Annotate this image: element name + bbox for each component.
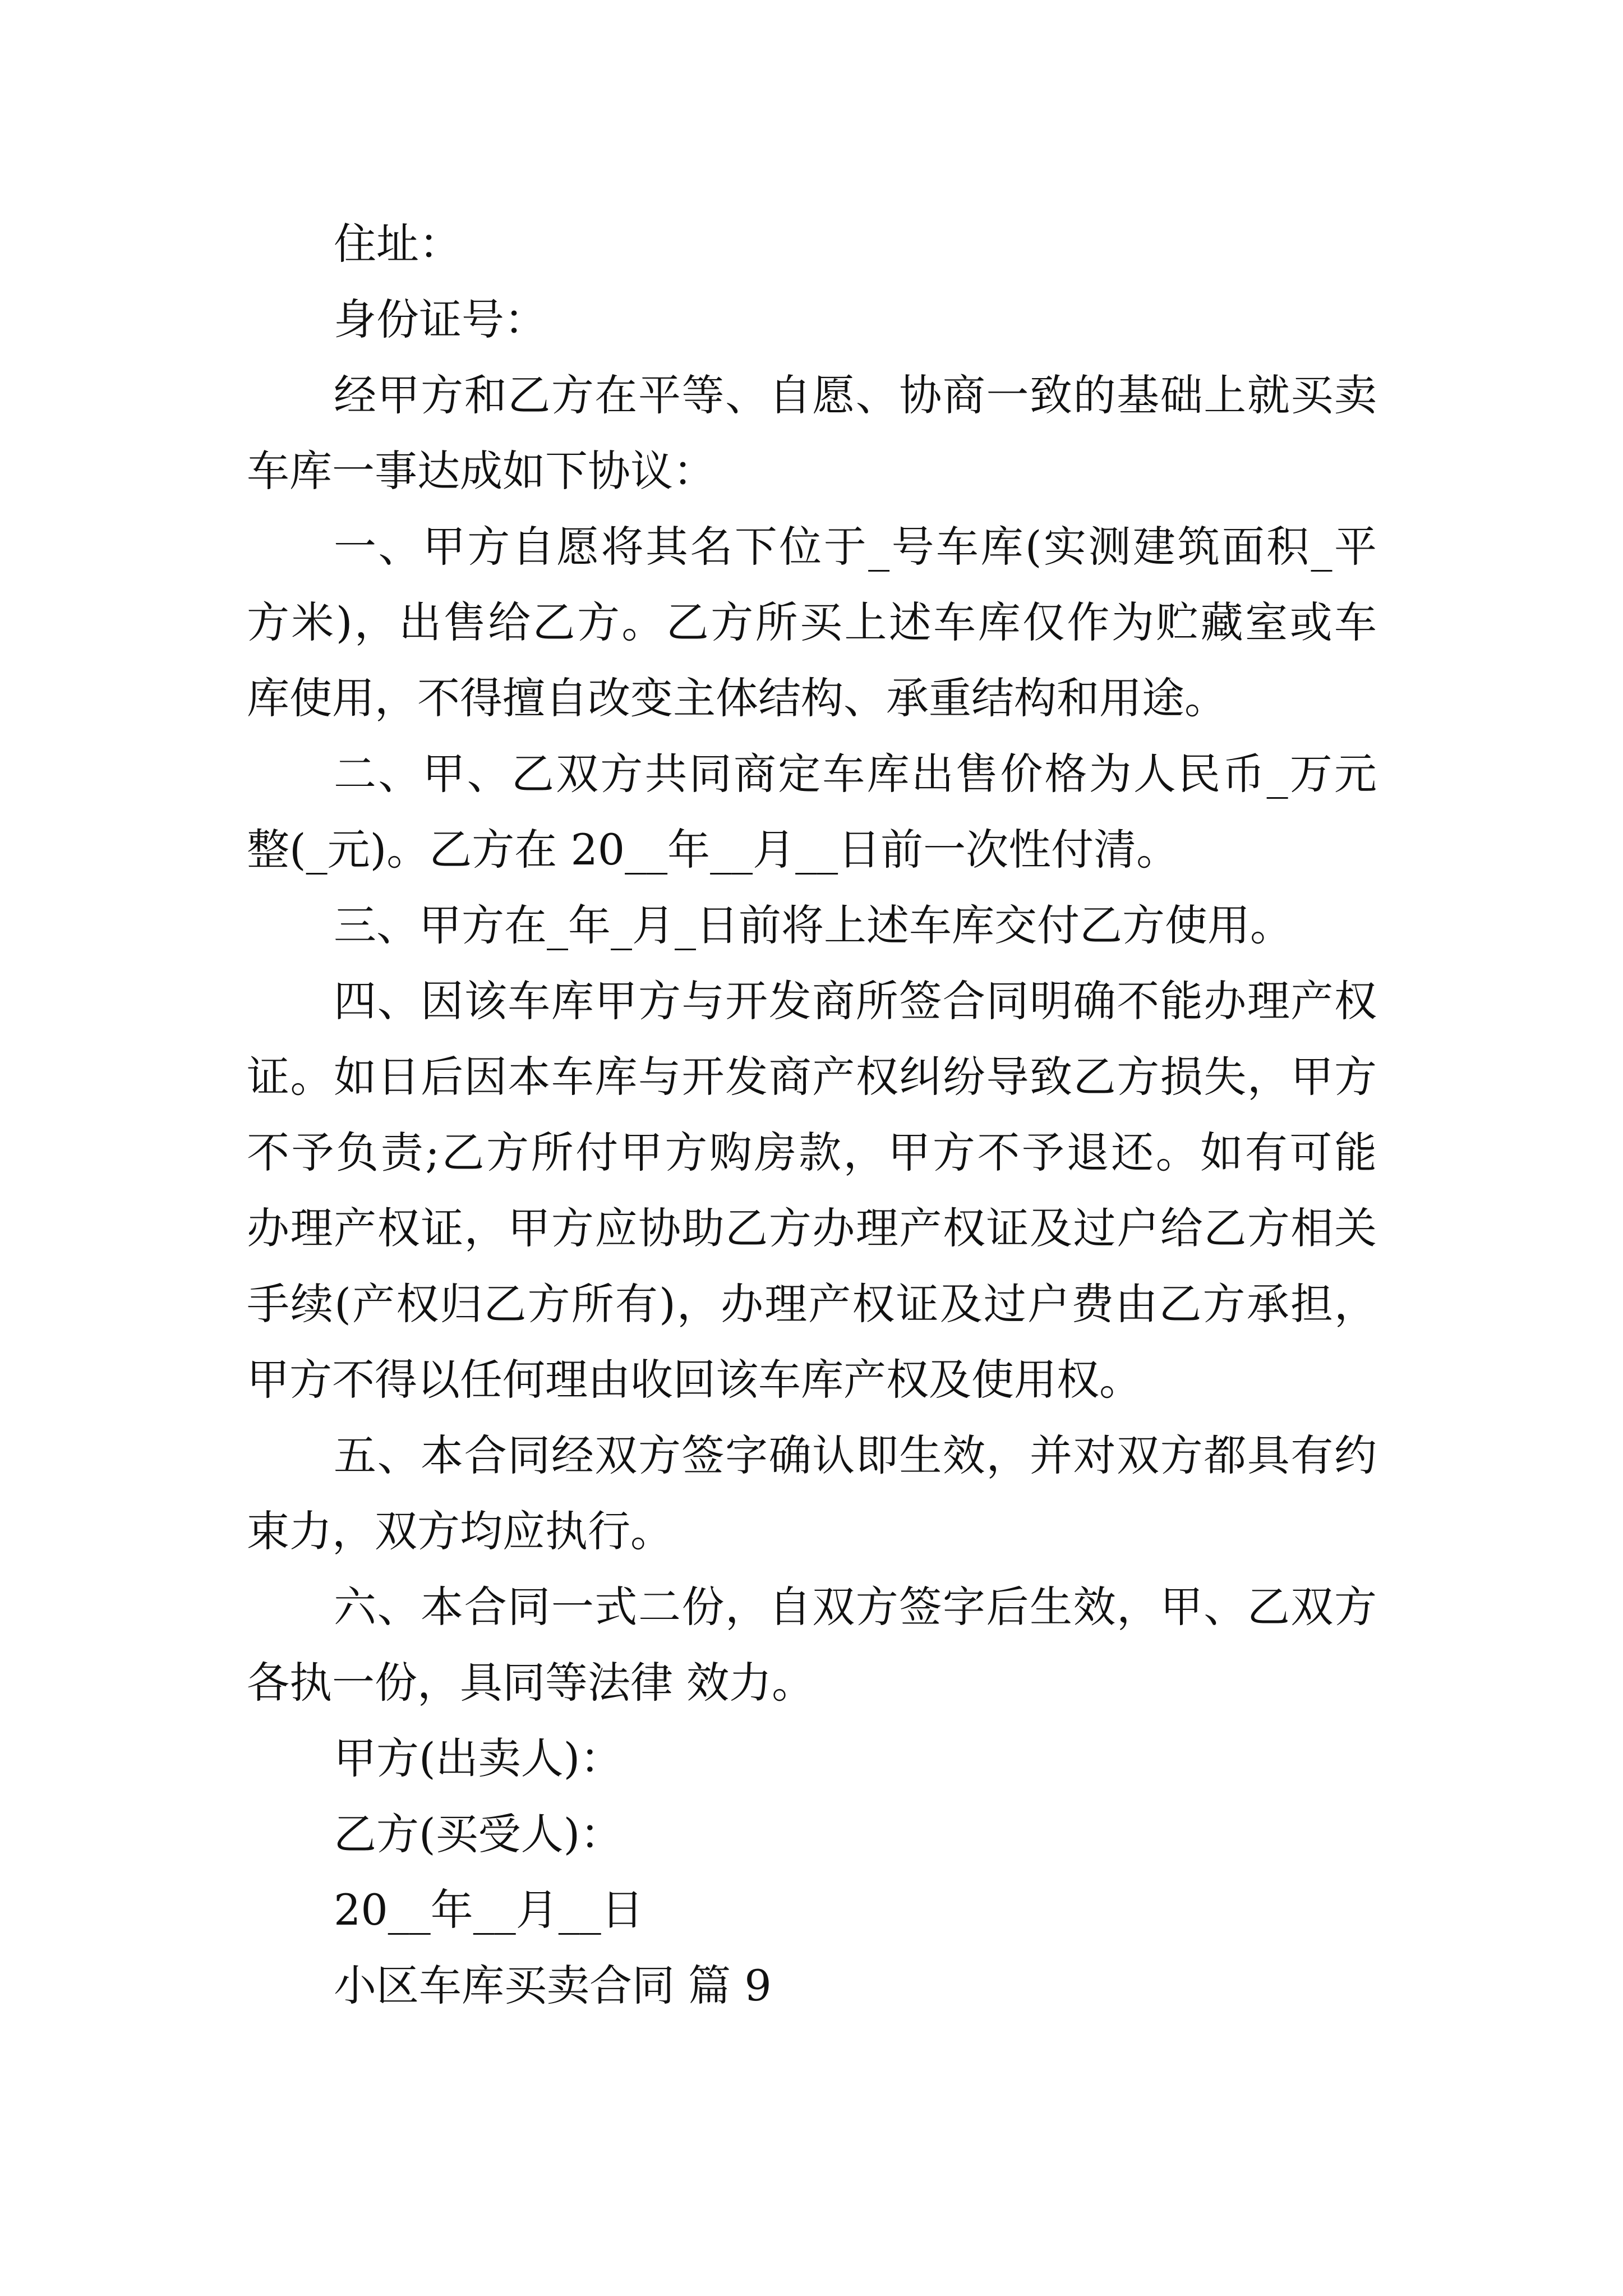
- clause-1-line-1: 一、甲方自愿将其名下位于_号车库(实测建筑面积_平: [334, 522, 1377, 572]
- clause-2-line-1: 二、甲、乙双方共同商定车库出售价格为人民币_万元: [334, 749, 1377, 799]
- clause-5-line-1: 五、本合同经双方签字确认即生效，并对双方都具有约: [334, 1430, 1377, 1480]
- clause-1-line-3: 库使用，不得擅自改变主体结构、承重结构和用途。: [247, 673, 1227, 723]
- clause-4-line-5: 手续(产权归乙方所有)，办理产权证及过户费由乙方承担，: [247, 1279, 1377, 1329]
- signing-date-line: 20__年__月__日: [334, 1885, 644, 1935]
- intro-line-2: 车库一事达成如下协议：: [247, 446, 716, 496]
- clause-2-line-2: 整(_元)。乙方在 20__年__月__日前一次性付清。: [247, 825, 1179, 875]
- clause-4-line-1: 四、因该车库甲方与开发商所签合同明确不能办理产权: [334, 976, 1377, 1026]
- clause-4-line-4: 办理产权证，甲方应协助乙方办理产权证及过户给乙方相关: [247, 1203, 1377, 1253]
- clause-4-line-6: 甲方不得以任何理由收回该车库产权及使用权。: [247, 1355, 1142, 1405]
- id-number-line: 身份证号：: [334, 295, 547, 344]
- clause-4-line-3: 不予负责;乙方所付甲方购房款，甲方不予退还。如有可能: [247, 1128, 1377, 1177]
- clause-5-line-2: 束力，双方均应执行。: [247, 1506, 673, 1556]
- clause-1-line-2: 方米)，出售给乙方。乙方所买上述车库仅作为贮藏室或车: [247, 597, 1377, 647]
- address-line: 住址：: [334, 219, 462, 269]
- next-section-heading: 小区车库买卖合同 篇 9: [334, 1961, 772, 2010]
- clause-6-line-2: 各执一份，具同等法律 效力。: [247, 1658, 815, 1708]
- clause-6-line-1: 六、本合同一式二份，自双方签字后生效，甲、乙双方: [334, 1582, 1377, 1632]
- party-b-signature-line: 乙方(买受人)：: [334, 1809, 623, 1859]
- clause-3-line-1: 三、甲方在_年_月_日前将上述车库交付乙方使用。: [334, 900, 1293, 950]
- clause-4-line-2: 证。如日后因本车库与开发商产权纠纷导致乙方损失，甲方: [247, 1052, 1377, 1102]
- party-a-signature-line: 甲方(出卖人)：: [334, 1733, 623, 1783]
- intro-line-1: 经甲方和乙方在平等、自愿、协商一致的基础上就买卖: [334, 370, 1377, 420]
